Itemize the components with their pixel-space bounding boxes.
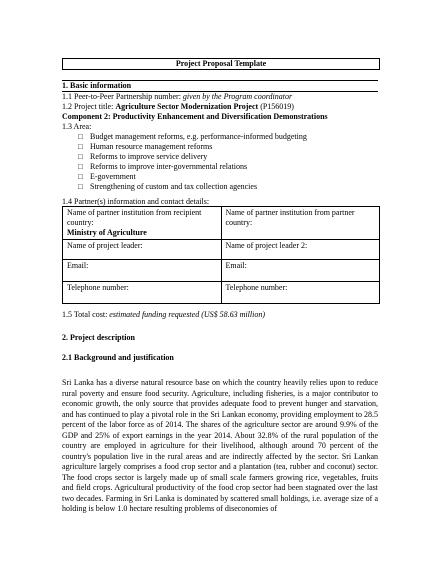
checkbox-icon[interactable]: □ — [78, 142, 83, 151]
leader-label: Name of project leader: — [67, 241, 143, 250]
project-title-label: 1.2 Project title: — [62, 102, 114, 111]
peer-number-value: given by the Program coordinator — [182, 92, 293, 101]
section-1-heading — [62, 80, 378, 92]
section-1-heading-text: 1. Basic information — [62, 81, 132, 90]
peer-number-label: 1.1 Peer-to-Peer Partnership number: — [62, 92, 181, 101]
recipient-institution-label: Name of partner institution from recipient country: — [67, 208, 202, 227]
area-item-label: E-government — [90, 172, 136, 181]
recipient-institution-cell[interactable] — [63, 207, 222, 240]
area-label: 1.3 Area: — [62, 122, 92, 131]
partners-label: 1.4 Partner(s) information and contact details: — [62, 197, 210, 206]
area-item-label: Reforms to improve service delivery — [90, 152, 208, 161]
phone-cell[interactable] — [63, 282, 222, 304]
checkbox-icon[interactable]: □ — [78, 152, 83, 161]
area-item-label: Strengthening of custom and tax collection agencies — [90, 182, 258, 191]
component-heading: Component 2: Productivity Enhancement and Diversification Demonstrations — [62, 112, 328, 121]
phone2-cell[interactable] — [221, 282, 380, 304]
total-cost-label: 1.5 Total cost: — [62, 310, 108, 319]
peer-number-line — [62, 92, 292, 102]
leader2-label: Name of project leader 2: — [225, 241, 308, 250]
email-label: Email: — [67, 261, 89, 270]
checkbox-icon[interactable]: □ — [78, 172, 83, 181]
table-row — [63, 240, 380, 260]
area-item — [78, 182, 257, 192]
email2-label: Email: — [225, 261, 247, 270]
partner-institution-cell[interactable] — [221, 207, 380, 240]
area-item — [78, 142, 212, 152]
table-row — [63, 207, 380, 240]
email-cell[interactable] — [63, 260, 222, 282]
document-title: Project Proposal Template — [62, 58, 380, 70]
checkbox-icon[interactable]: □ — [78, 182, 83, 191]
table-row — [63, 282, 380, 304]
section-2-heading: 2. Project description — [62, 333, 135, 342]
area-item — [78, 162, 247, 172]
leader-cell[interactable] — [63, 240, 222, 260]
project-title-value: Agriculture Sector Modernization Project — [115, 102, 259, 111]
recipient-institution-value: Ministry of Agriculture — [67, 228, 147, 237]
project-title-line — [62, 102, 294, 112]
area-item — [78, 152, 207, 162]
section-2-1-heading: 2.1 Background and justification — [62, 353, 174, 362]
email2-cell[interactable] — [221, 260, 380, 282]
total-cost-line — [62, 310, 265, 320]
partners-table — [62, 206, 380, 304]
phone-label: Telephone number: — [67, 283, 129, 292]
table-row — [63, 260, 380, 282]
leader2-cell[interactable] — [221, 240, 380, 260]
background-paragraph: Sri Lanka has a diverse natural resource base on which the country heavily relies upon to reduce rural poverty and ensure food security. Agriculture, including fisheries, is a major contributor to economic growth, the only source that provides adequate food to prevent hunger and starvation, and has continued to play a pivotal role in the Sri Lankan economy, providing employment to 28.5 percent of the labor force as of 2014. The shares of the agriculture sector are around 9.9% of the GDP and 25% of export earnings in the year 2014. About 32.8% of the rural population of the country are employed in agriculture for their livelihood, although around 70 percent of the country's population live in the rural areas and are indirectly affected by the sector. Sri Lankan agriculture largely comprises a food crop sector and a plantation (tea, rubber and coconut) sector. The food crops sector is largely made up of small scale farmers growing rice, vegetables, fruits and field crops. Agricultural productivity of the food crop sector had been stagnated over the last two decades. Farming in Sri Lanka is dominated by scattered small holdings, i.e. average size of a holding is below 1.0 hectare resulting problems of diseconomies of — [62, 378, 378, 513]
area-item-label: Budget management reforms, e.g. performance-informed budgeting — [90, 132, 307, 141]
area-item — [78, 172, 136, 182]
total-cost-value: estimated funding requested (US$ 58.63 million) — [109, 310, 265, 319]
checkbox-icon[interactable]: □ — [78, 162, 83, 171]
area-item-label: Reforms to improve inter-governmental relations — [90, 162, 248, 171]
phone2-label: Telephone number: — [225, 283, 288, 292]
project-id: (P156019) — [260, 102, 294, 111]
checkbox-icon[interactable]: □ — [78, 132, 83, 141]
partner-institution-label: Name of partner institution from partner country: — [225, 208, 355, 227]
area-item-label: Human resource management reforms — [90, 142, 213, 151]
area-item — [78, 132, 307, 142]
